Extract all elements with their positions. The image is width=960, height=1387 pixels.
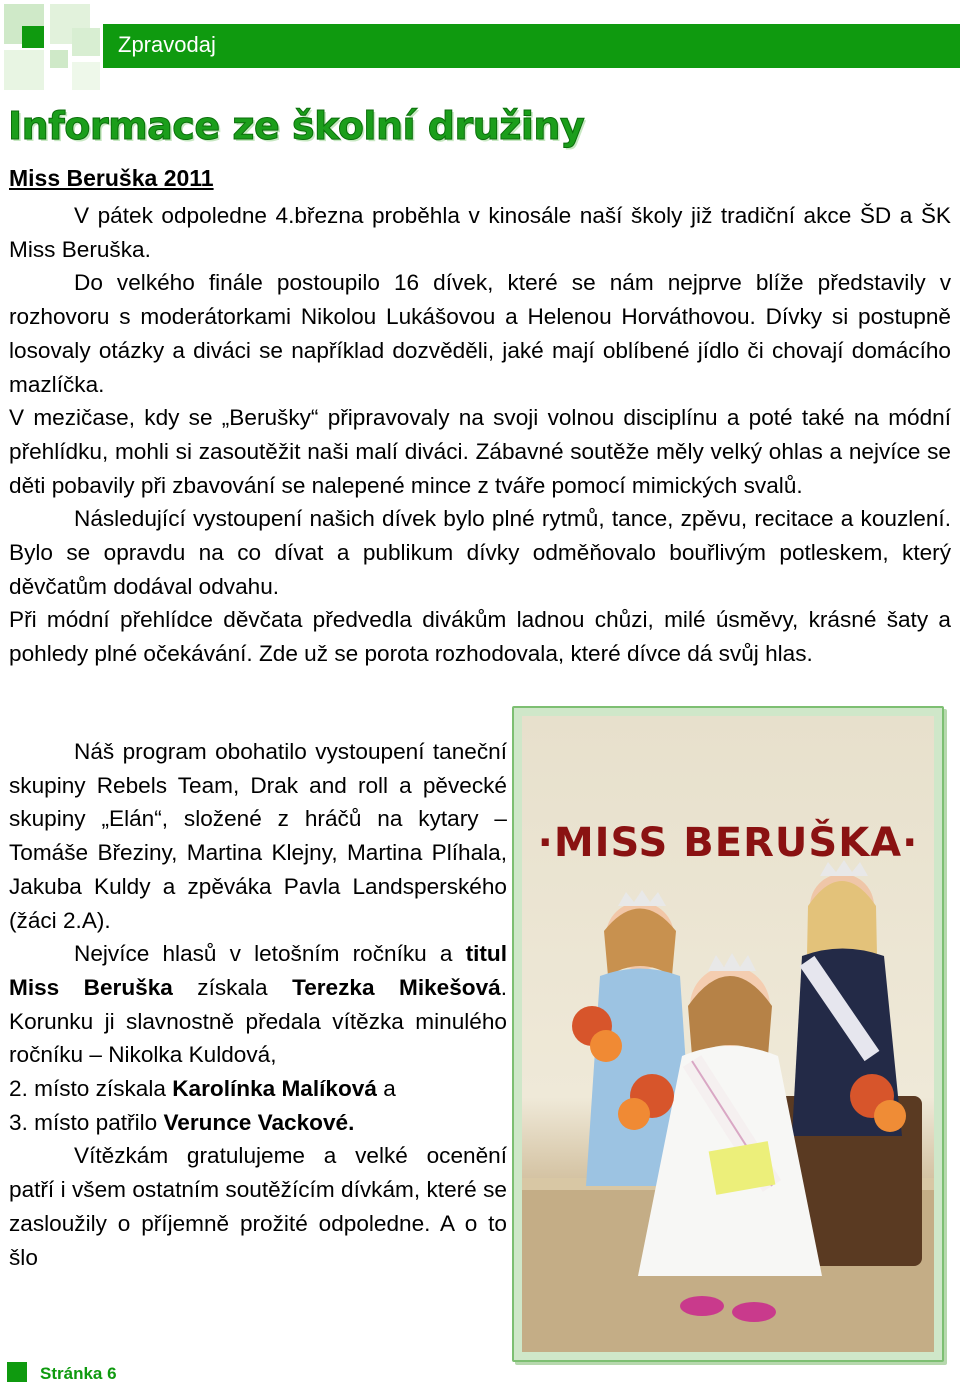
paragraph: Do velkého finále postoupilo 16 dívek, které se nám nejprve blíže představily v rozhovoru s moderátorkami Nikolou Lukášovou a Helenou Horváthovou. Dívky si postupně losovaly otázky a diváci se například dozvěděli, jaké mají oblíbené jídlo či chovají domácího mazlíčka. — [9, 270, 951, 397]
second-place: 2. místo získala Karolínka Malíková a — [9, 1076, 396, 1102]
second-place-name: Karolínka Malíková — [172, 1076, 377, 1102]
article-body-column — [9, 735, 507, 1274]
paragraph: Náš program obohatilo vystoupení taneční skupiny Rebels Team, Drak and roll a pěvecké skupiny „Elán“, složené z hráčů na kytary – Tomáše Březiny, Martina Klejny, Martina Plíhala, Jakuba Kuldy a zpěváka Pavla Landsperského (žáci 2.A). — [9, 739, 507, 933]
photo-frame — [512, 706, 944, 1362]
paragraph: V mezičase, kdy se „Berušky“ připravovaly na svoji volnou disciplínu a poté také na módní přehlídku, mohli si zasoutěžit naši malí diváci. Zábavné soutěže měly velký ohlas a nejvíce se děti pobavily při zbavování se nalepené mince z tváře pomocí mimických svalů. — [9, 405, 951, 498]
title-label: titul Miss Beruška — [9, 941, 507, 1000]
photo-banner-text: ·MISS BERUŠKA· — [537, 820, 919, 866]
closing-paragraph: Vítězkám gratulujeme a velké ocenění patří i všem ostatním soutěžícím dívkám, které se zasloužily o příjemně prožité odpoledne. A o to šlo — [9, 1143, 507, 1270]
third-place: 3. místo patřilo Verunce Vackové. — [9, 1109, 355, 1135]
footer-square-icon — [7, 1362, 27, 1382]
photo-illustration — [522, 716, 934, 1352]
winners-photo — [522, 716, 934, 1352]
third-place-name: Verunce Vackové. — [163, 1109, 355, 1135]
paragraph: Následující vystoupení našich dívek bylo plné rytmů, tance, zpěvu, recitace a kouzlení. Bylo se opravdu na co dívat a publikum dívky odměňovalo bouřlivým potleskem, který děvčatům dodával odvahu. — [9, 506, 951, 599]
section-title: Miss Beruška 2011 — [9, 165, 214, 191]
page-title: Informace ze školní družiny — [8, 104, 585, 148]
paragraph: Při módní přehlídce děvčata předvedla divákům ladnou chůzi, milé úsměvy, krásné šaty a pohledy plné očekávání. Zde už se porota rozhodovala, které dívce dá svůj hlas. — [9, 607, 951, 667]
header-decoration — [0, 0, 103, 92]
page-number: Stránka 6 — [40, 1364, 117, 1383]
winner-name: Terezka Mikešová — [292, 974, 501, 1000]
paragraph: V pátek odpoledne 4.března proběhla v kinosále naší školy již tradiční akce ŠD a ŠK Miss Beruška. — [9, 203, 951, 262]
newsletter-label: Zpravodaj — [118, 32, 216, 57]
header-bar — [103, 24, 960, 68]
winners-paragraph: Nejvíce hlasů v letošním ročníku a titul Miss Beruška získala Terezka Mikešová. Korunku ji slavnostně předala vítězka minulého ročníku – Nikolka Kuldová, — [9, 941, 508, 1068]
article-body-full — [9, 199, 951, 671]
